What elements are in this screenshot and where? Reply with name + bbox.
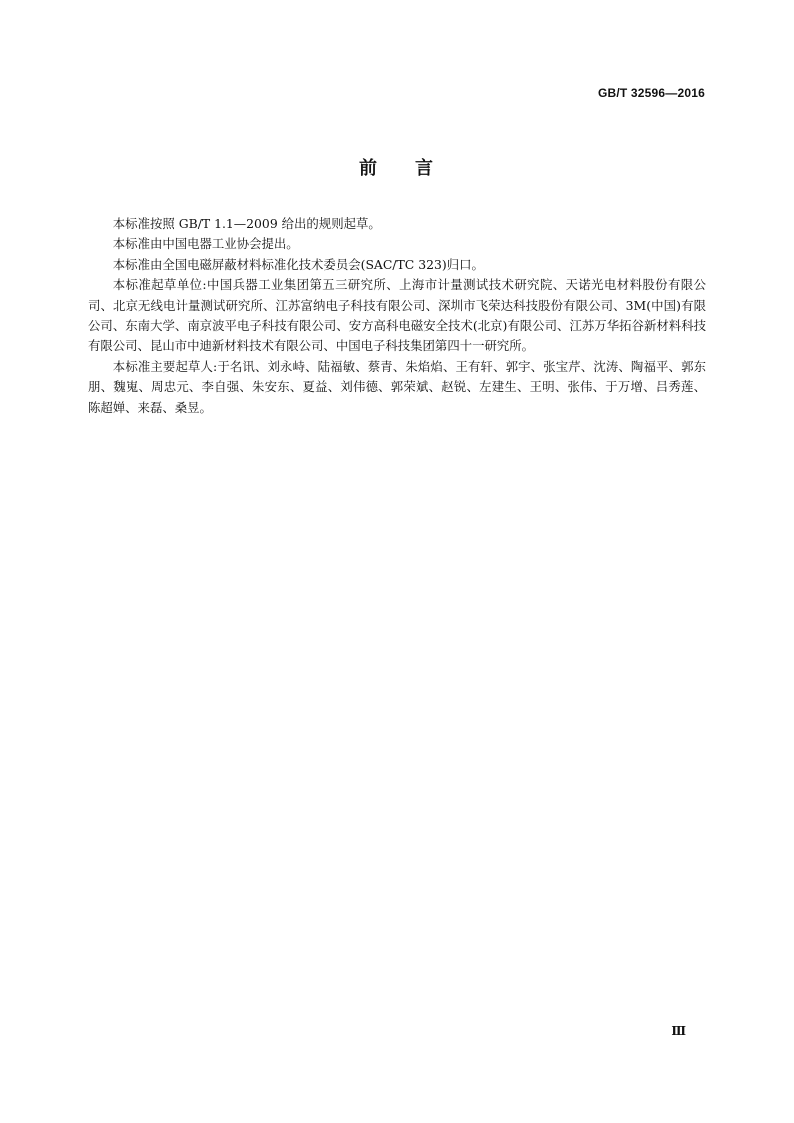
page-title xyxy=(0,154,794,180)
standard-number: GB/T 32596—2016 xyxy=(597,86,705,100)
paragraph-drafting-rules: 本标准按照 GB/T 1.1—2009 给出的规则起草。 xyxy=(112,216,381,231)
paragraph-technical-committee: 本标准由全国电磁屏蔽材料标准化技术委员会(SAC/TC 323)归口。 xyxy=(112,256,484,272)
foreword-body xyxy=(88,214,706,418)
paragraph-main-drafters: 本标准主要起草人:于名讯、刘永峙、陆福敏、蔡青、朱焰焰、王有轩、郭宇、张宝芹、沈涛、陶福平、郭东朋、魏嵬、周忠元、李自强、朱安东、夏益、刘伟德、郭荣斌、赵锐、左建生、王明、张伟、于万增、吕秀莲、陈超婵、来磊、桑昱。 xyxy=(88,358,706,415)
paragraph-drafting-units: 本标准起草单位:中国兵器工业集团第五三研究所、上海市计量测试技术研究院、天诺光电材料股份有限公司、北京无线电计量测试研究所、江苏富纳电子科技有限公司、深圳市飞荣达科技股份有限公司、3M(中国)有限公司、东南大学、南京波平电子科技有限公司、安方高科电磁安全技术(北京)有限公司、江苏万华拓谷新材料科技有限公司、昆山市中迪新材料技术有限公司、中国电子科技集团第四十一研究所。 xyxy=(88,277,706,354)
paragraph-proposer: 本标准由中国电器工业协会提出。 xyxy=(112,236,299,252)
page-number: Ⅲ xyxy=(671,1024,686,1038)
page-title-char-2: 言 xyxy=(415,158,435,179)
page-title-char-1: 前 xyxy=(359,158,379,179)
